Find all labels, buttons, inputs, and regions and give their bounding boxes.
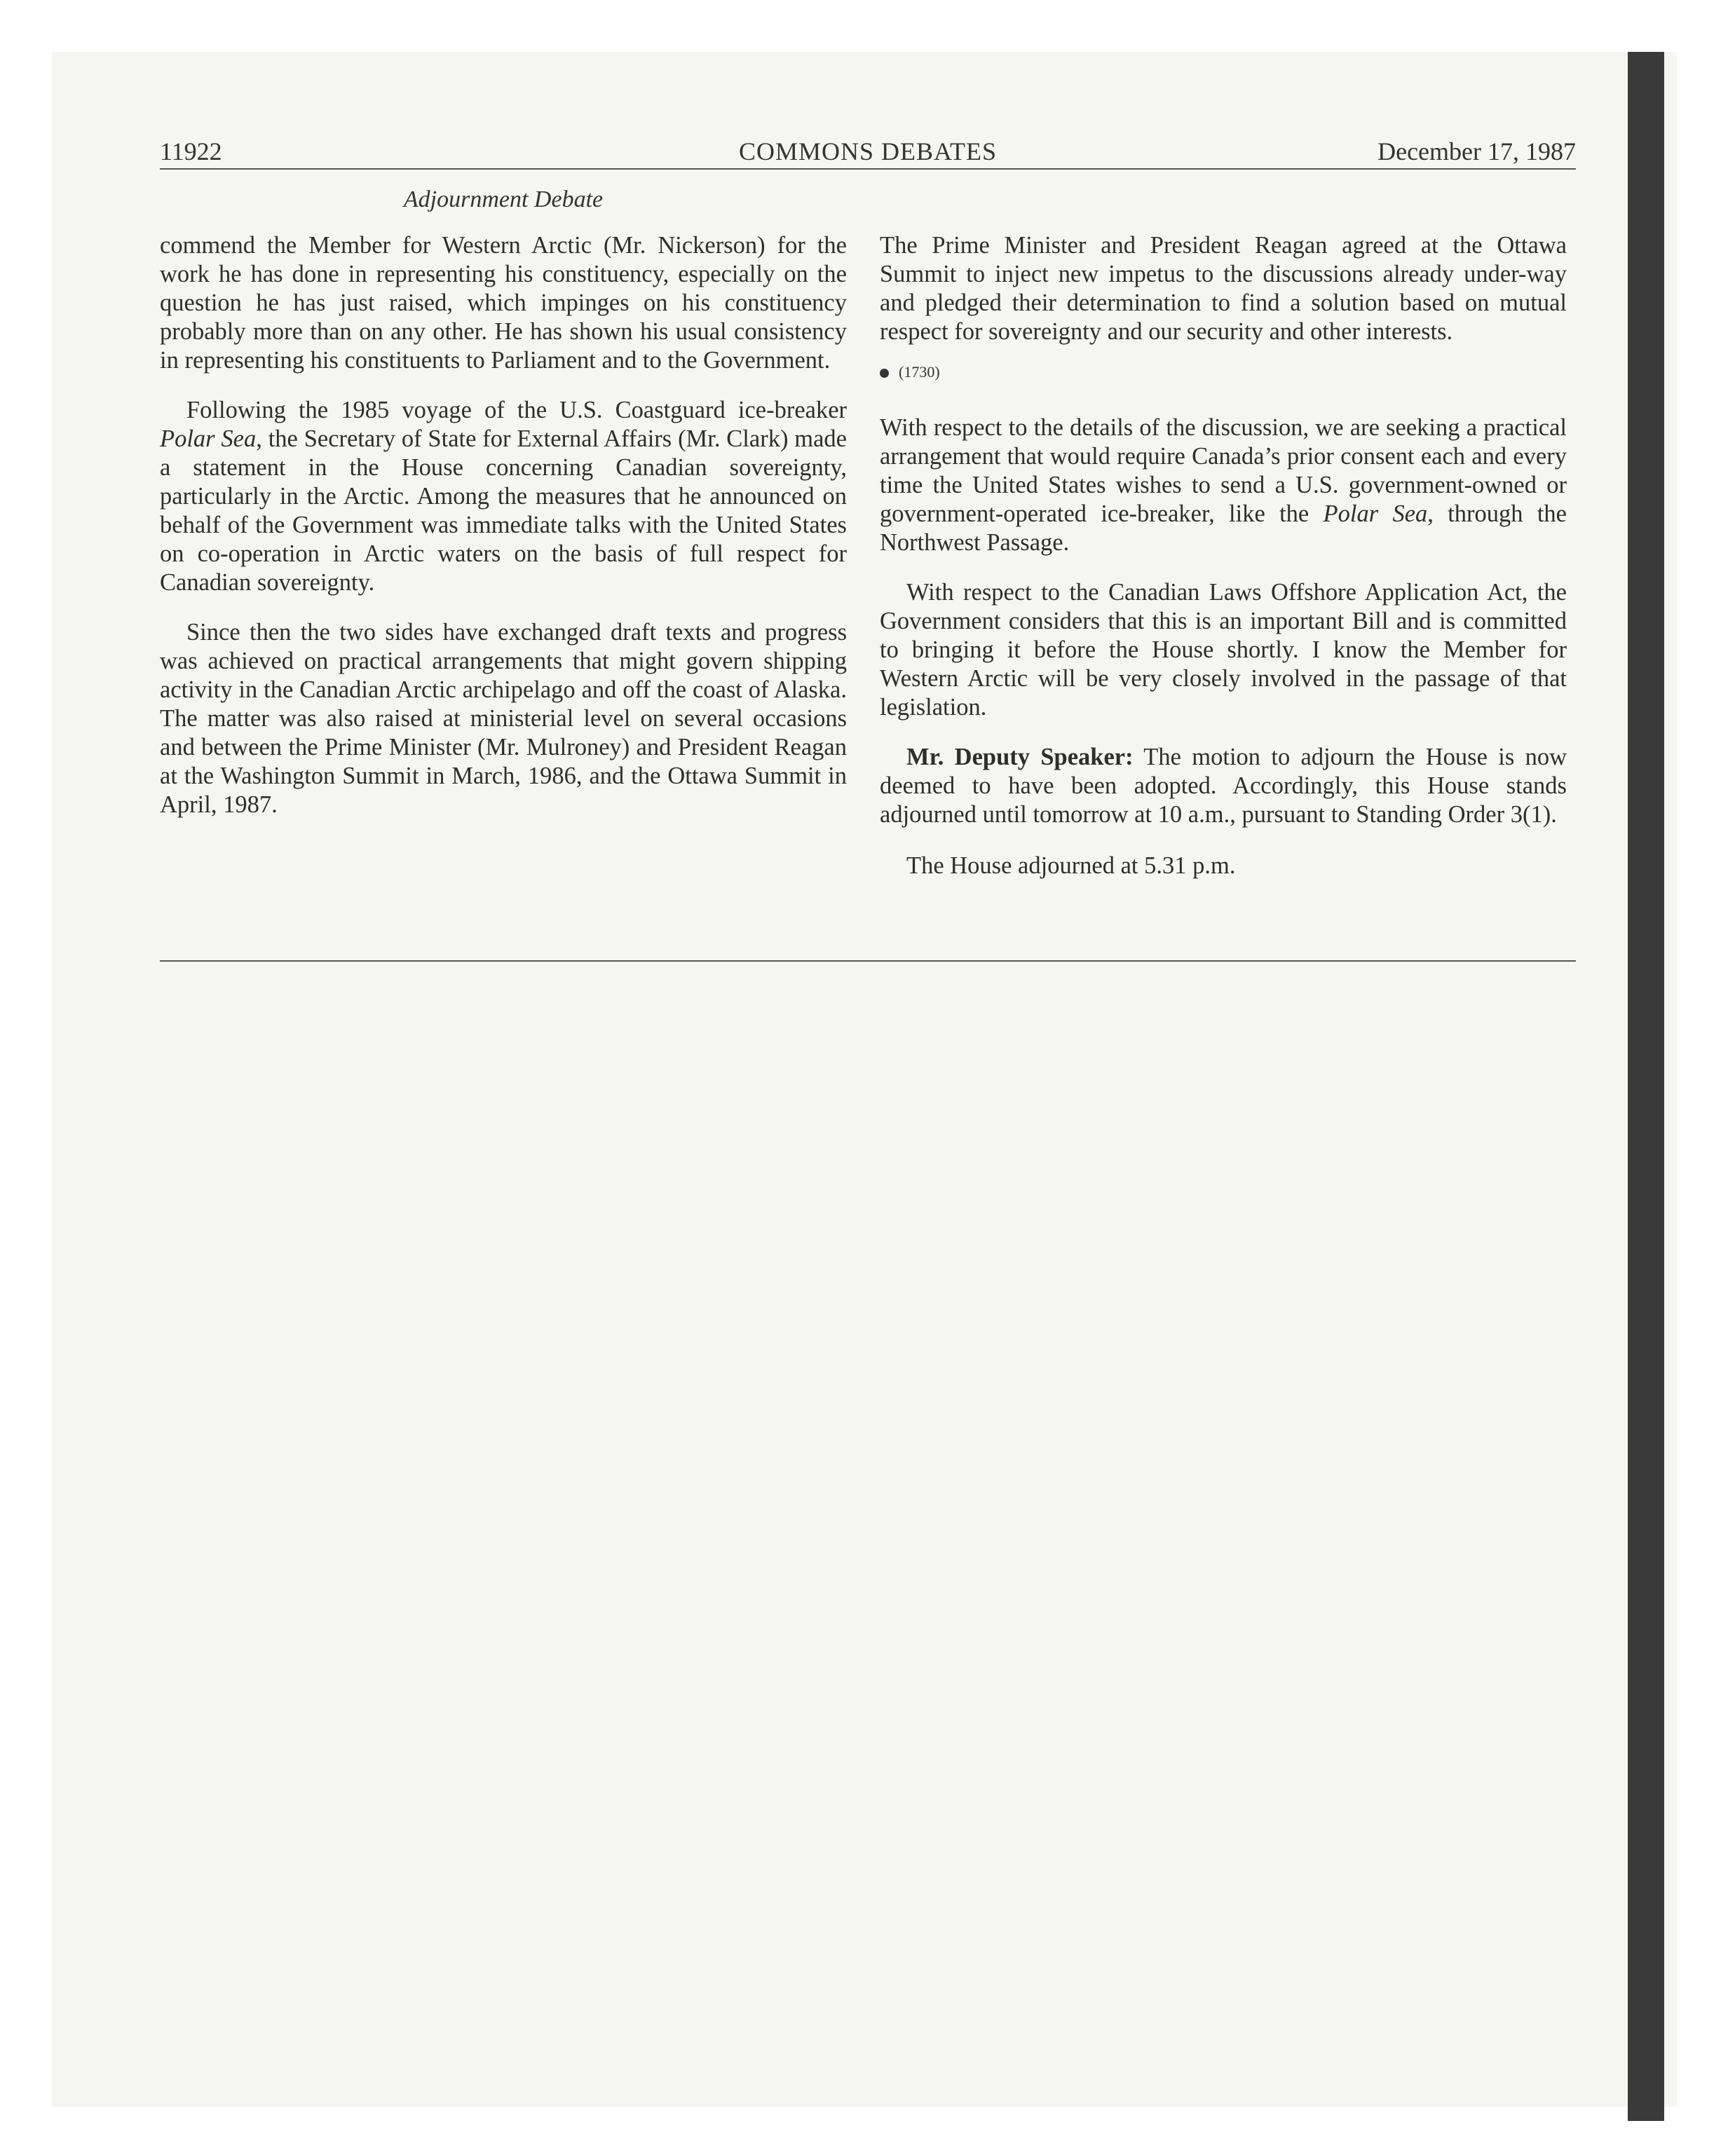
paragraph bbox=[160, 396, 847, 597]
adjournment-note: The House adjourned at 5.31 p.m. bbox=[906, 852, 1236, 879]
text-run: With respect to the details of the discussion, we are seeking a practical arrangement that would require Canada’s prior consent each and every time the United States wishes to send a U.S. government-owned or government-operated ice-breaker, like the bbox=[880, 414, 1567, 527]
page-number: 11922 bbox=[160, 137, 222, 165]
header-rule bbox=[160, 168, 1576, 170]
left-column bbox=[160, 231, 847, 840]
right-column bbox=[880, 231, 1567, 901]
text-run: The motion to adjourn the House is now deemed to have been adopted. Accordingly, this House stands adjourned until tomorrow at 10 a.m., pursuant to Standing Order 3(1). bbox=[880, 744, 1567, 828]
text-run: , through the Northwest Passage. bbox=[880, 500, 1567, 556]
speaker-name: Mr. Deputy Speaker: bbox=[906, 744, 1134, 770]
ship-name: Polar Sea bbox=[160, 425, 257, 452]
time-marker bbox=[880, 362, 1567, 383]
ship-name: Polar Sea bbox=[1323, 500, 1428, 527]
paragraph: Since then the two sides have exchanged draft texts and progress was achieved on practical arrangements that might govern shipping activity in the Canadian Arctic archipelago and off the coast of Alaska. The matter was also raised at ministerial level on several occasions and between the Prime Minister (Mr. Mulroney) and President Reagan at the Washington Summit in March, 1986, and the Ottawa Summit in April, 1987. bbox=[160, 619, 847, 818]
end-rule bbox=[160, 960, 1576, 962]
bullet-icon bbox=[880, 369, 889, 378]
paragraph: The Prime Minister and President Reagan agreed at the Ottawa Summit to inject new impetus to the discussions already under-way and pledged their determination to find a solution based on mutual respect for sovereignty and our security and other interests. bbox=[880, 232, 1567, 345]
running-header bbox=[160, 135, 1576, 168]
time-marker-text: (1730) bbox=[899, 363, 940, 381]
text-run: , the Secretary of State for External Affairs (Mr. Clark) made a statement in the House concerning Canadian sovereignty, particularly in the Arctic. Among the measures that he announced on behalf of the Government was immediate talks with the United States on co-operation in Arctic waters on the basis of full respect for Canadian sovereignty. bbox=[160, 425, 847, 596]
scan-edge-shadow bbox=[1628, 52, 1664, 2121]
paragraph: commend the Member for Western Arctic (Mr. Nickerson) for the work he has done in representing his constituency, especially on the question he has just raised, which impinges on his constituency probably more than on any other. He has shown his usual consistency in representing his constituents to Parliament and to the Government. bbox=[160, 232, 847, 374]
speaker-paragraph bbox=[880, 743, 1567, 829]
text-run: Following the 1985 voyage of the U.S. Coastguard ice-breaker bbox=[186, 397, 847, 423]
publication-date: December 17, 1987 bbox=[1377, 137, 1576, 165]
section-title: Adjournment Debate bbox=[403, 186, 604, 212]
publication-title: COMMONS DEBATES bbox=[738, 137, 998, 165]
paragraph: With respect to the Canadian Laws Offshore Application Act, the Government considers that this is an important Bill and is committed to bringing it before the House shortly. I know the Member for Western Arctic will be very closely involved in the passage of that legislation. bbox=[880, 579, 1567, 721]
paragraph bbox=[880, 414, 1567, 557]
